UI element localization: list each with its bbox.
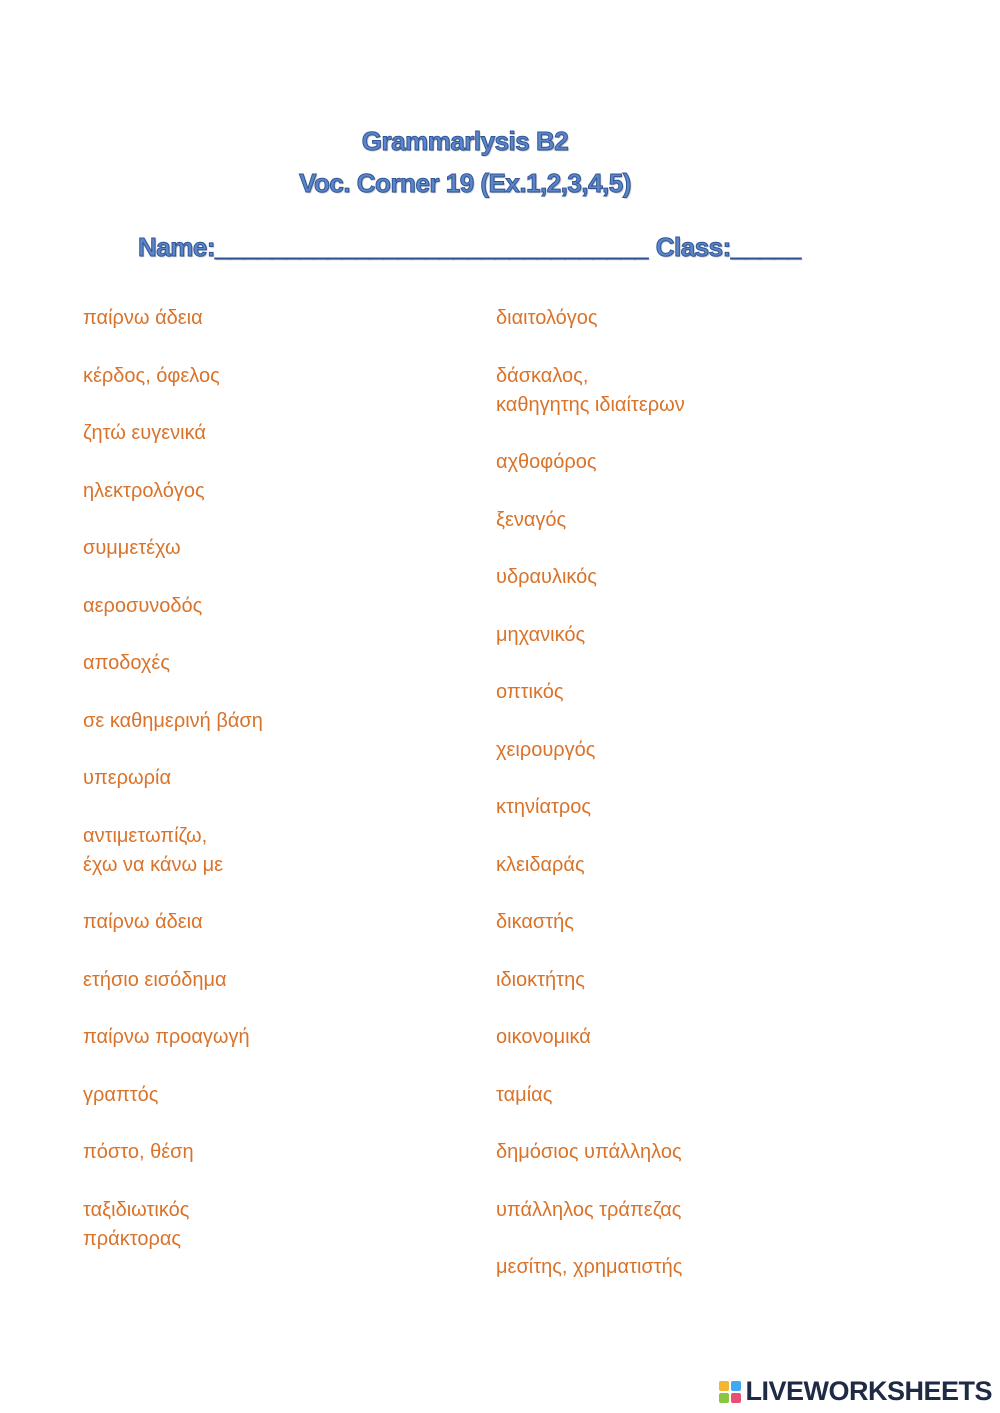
vocab-item: οικονομικά xyxy=(496,1026,591,1048)
vocab-item: συμμετέχω xyxy=(83,537,181,559)
logo-square-3 xyxy=(719,1393,729,1403)
vocab-item: ετήσιο εισόδημα xyxy=(83,968,227,991)
liveworksheets-logo[interactable] xyxy=(719,1376,992,1407)
vocab-item: παίρνω άδεια xyxy=(83,307,203,329)
liveworksheets-logo-text: LIVEWORKSHEETS xyxy=(745,1376,992,1406)
vocab-item: παίρνω προαγωγή xyxy=(83,1026,250,1048)
vocab-item: ζητώ ευγενικά xyxy=(83,422,206,444)
vocab-item: κέρδος, όφελος xyxy=(83,364,220,387)
vocab-item: ηλεκτρολόγος xyxy=(83,479,205,502)
name-label: Name: xyxy=(138,232,215,262)
vocab-item: μηχανικός xyxy=(496,623,586,646)
vocab-item: υπερωρία xyxy=(83,767,172,789)
vocab-item: χειρουργός xyxy=(496,738,596,761)
vocab-item: δάσκαλος, καθηγητης ιδιαίτερων xyxy=(496,364,685,416)
vocab-item: οπτικός xyxy=(496,681,564,703)
vocab-list-left xyxy=(83,304,463,1282)
vocab-item: ταμίας xyxy=(496,1083,553,1106)
vocab-item: σε καθημερινή βάση xyxy=(83,709,263,732)
vocab-item: γραπτός xyxy=(83,1083,159,1106)
vocab-item: αντιμετωπίζω, έχω να κάνω με xyxy=(83,824,224,876)
class-blank[interactable]: _____ xyxy=(730,232,801,262)
logo-square-4 xyxy=(731,1393,741,1403)
logo-square-2 xyxy=(731,1381,741,1391)
vocab-item: αχθοφόρος xyxy=(496,451,597,473)
vocab-item: παίρνω άδεια xyxy=(83,911,203,933)
vocab-item: πόστο, θέση xyxy=(83,1141,194,1163)
class-label: Class: xyxy=(655,232,731,262)
worksheet-title: Grammarlysis B2 xyxy=(361,126,569,156)
vocab-item: μεσίτης, χρηματιστής xyxy=(496,1256,683,1278)
vocab-item: υπάλληλος τράπεζας xyxy=(496,1198,682,1221)
vocab-item: κλειδαράς xyxy=(496,853,585,876)
vocab-item: ταξιδιωτικός πράκτορας xyxy=(83,1198,190,1250)
vocab-item: δικαστής xyxy=(496,911,574,933)
vocab-item: διαιτολόγος xyxy=(496,307,598,329)
vocab-item: υδραυλικός xyxy=(496,566,597,588)
vocab-item: αποδοχές xyxy=(83,652,170,674)
vocab-item: ιδιοκτήτης xyxy=(496,968,585,991)
liveworksheets-logo-icon xyxy=(719,1381,741,1403)
worksheet-subtitle: Voc. Corner 19 (Ex.1,2,3,4,5) xyxy=(299,168,631,198)
vocab-item: αεροσυνοδός xyxy=(83,594,203,617)
name-class-line xyxy=(138,232,801,263)
vocab-item: κτηνίατρος xyxy=(496,796,592,818)
vocab-item: δημόσιος υπάλληλος xyxy=(496,1141,682,1163)
name-blank[interactable]: _______________________________ xyxy=(214,232,648,262)
logo-square-1 xyxy=(719,1381,729,1391)
vocab-item: ξεναγός xyxy=(496,508,567,531)
vocab-list-right xyxy=(496,304,916,1311)
